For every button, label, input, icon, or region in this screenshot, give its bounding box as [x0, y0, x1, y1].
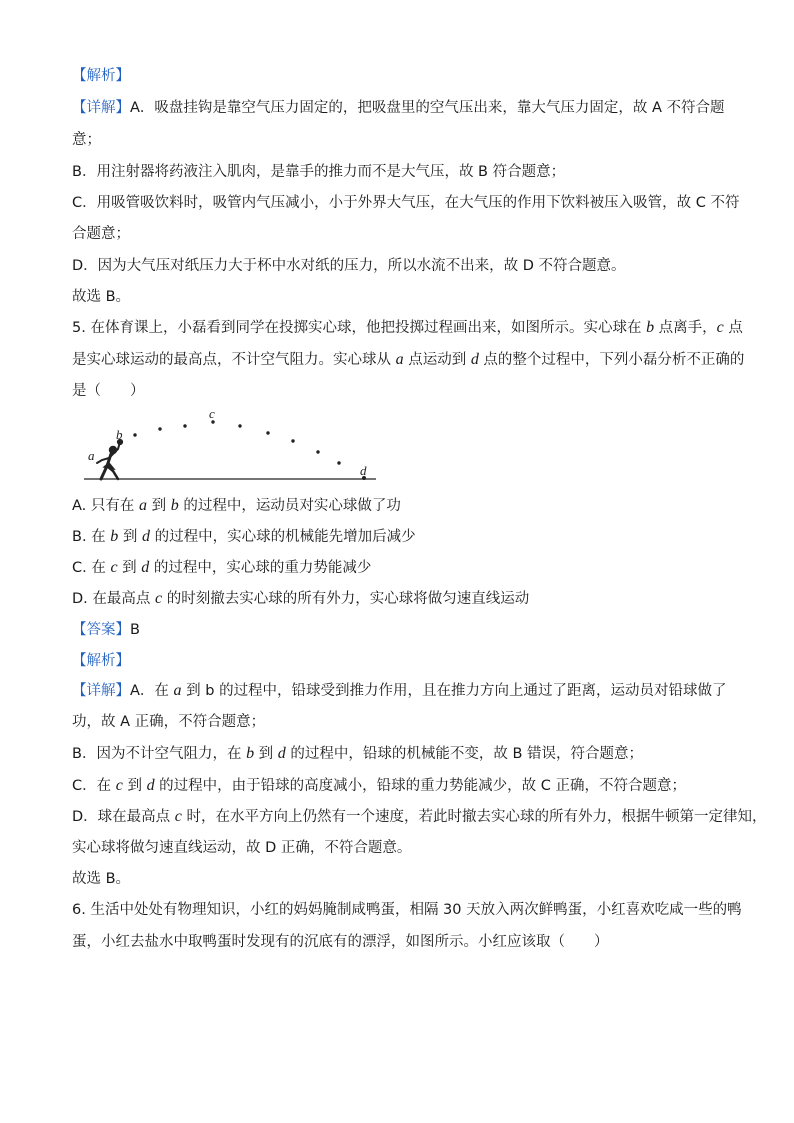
point-label: d — [141, 559, 150, 576]
text-segment: 时，在水平方向上仍然有一个速度，若此时撤去实心球的所有外力，根据牛顿第一定律知， — [181, 809, 767, 825]
point-label: b — [646, 319, 655, 336]
throw-trajectory-diagram — [80, 405, 380, 485]
text-segment: A．吸盘挂钩是靠空气压力固定的，把吸盘里的空气压出来，靠大气压力固定，故 A 不符合题 — [130, 100, 725, 116]
text-line — [72, 318, 743, 338]
text-segment: 6. 生活中处处有物理知识，小红的妈妈腌制咸鸭蛋，相隔 30 天放入两次鲜鸭蛋，小红喜欢吃咸一些的鸭 — [72, 902, 742, 918]
point-label: d — [142, 528, 150, 545]
text-segment: 点运动到 — [403, 352, 471, 368]
trajectory-point — [337, 461, 340, 464]
text-segment: 实心球将做匀速直线运动，故 D 正确，不符合题意。 — [72, 840, 412, 856]
label-a: a — [88, 448, 95, 463]
point-label: c — [716, 319, 724, 336]
text-line — [72, 256, 626, 276]
point-label: b — [170, 497, 179, 514]
text-line — [72, 130, 101, 150]
text-segment: 蛋，小红去盐水中取鸭蛋时发现有的沉底有的漂浮，如图所示。小红应该取（ ） — [72, 934, 609, 950]
text-segment: B. 在 — [72, 529, 111, 545]
text-line — [72, 589, 529, 609]
text-segment: C. 在 — [72, 560, 111, 576]
text-segment: 到 — [122, 778, 147, 794]
text-segment: 故选 B。 — [72, 871, 131, 887]
section-tag: 【解析】 — [72, 68, 130, 84]
text-segment: 的过程中，由于铅球的高度减小，铅球的重力势能减少，故 C 正确，不符合题意； — [154, 778, 687, 794]
section-tag: 【解析】 — [72, 653, 130, 669]
trajectory-point — [183, 424, 186, 427]
text-segment: 的过程中，铅球的机械能不变，故 B 错误，符合题意； — [285, 746, 644, 762]
text-segment: 故选 B。 — [72, 289, 131, 305]
trajectory-point — [291, 439, 294, 442]
athlete-figure — [97, 440, 122, 479]
text-segment: 功，故 A 正确，不符合题意； — [72, 714, 266, 730]
section-tag: 【详解】 — [72, 100, 130, 116]
text-line — [72, 869, 130, 889]
text-segment: B — [130, 622, 140, 638]
text-line — [72, 381, 145, 401]
text-line — [72, 807, 767, 827]
text-line — [72, 744, 643, 764]
text-segment: B．因为不计空气阻力，在 — [72, 746, 247, 762]
point-label: d — [277, 745, 286, 762]
trajectory-points — [133, 420, 366, 480]
text-segment: 到 — [118, 529, 142, 545]
text-line — [72, 527, 416, 547]
text-line — [72, 224, 130, 244]
text-segment: 到 — [147, 498, 171, 514]
point-label: c — [174, 808, 182, 825]
text-line — [72, 558, 371, 578]
text-segment: 到 — [117, 560, 142, 576]
point-label: b — [246, 745, 255, 762]
text-line — [72, 66, 130, 86]
text-segment: 是（ ） — [72, 383, 145, 399]
text-line — [72, 162, 565, 182]
section-tag: 【答案】 — [72, 622, 130, 638]
text-line — [72, 712, 265, 732]
text-segment: 合题意； — [72, 226, 130, 242]
trajectory-point — [266, 431, 269, 434]
text-segment: D. 在最高点 — [72, 591, 155, 607]
label-b: b — [116, 427, 123, 442]
section-tag: 【详解】 — [72, 683, 130, 699]
label-c: c — [209, 406, 215, 421]
text-segment: 到 b 的过程中，铅球受到推力作用，且在推力方向上通过了距离，运动员对铅球做了 — [181, 683, 727, 699]
point-label: a — [139, 497, 147, 514]
text-line — [72, 98, 725, 118]
text-line — [72, 900, 742, 920]
trajectory-point — [316, 450, 319, 453]
text-line — [72, 496, 401, 516]
text-segment: 的过程中，实心球的机械能先增加后减少 — [150, 529, 416, 545]
text-segment: D．因为大气压对纸压力大于杯中水对纸的压力，所以水流不出来，故 D 不符合题意。 — [72, 258, 626, 274]
trajectory-point — [133, 433, 136, 436]
text-segment: 点离手， — [654, 320, 717, 336]
trajectory-point — [158, 427, 161, 430]
text-line — [72, 287, 130, 307]
text-segment: D．球在最高点 — [72, 809, 175, 825]
label-d: d — [360, 463, 367, 478]
point-label: c — [115, 777, 123, 794]
text-line — [72, 620, 140, 640]
text-line — [72, 932, 609, 952]
text-line — [72, 681, 727, 701]
point-label: a — [395, 351, 404, 368]
text-segment: 意； — [72, 132, 101, 148]
text-segment: 的时刻撤去实心球的所有外力，实心球将做匀速直线运动 — [162, 591, 530, 607]
text-line — [72, 651, 130, 671]
text-segment: 到 — [254, 746, 278, 762]
trajectory-point — [238, 424, 241, 427]
text-segment: 的过程中，实心球的重力势能减少 — [149, 560, 372, 576]
text-segment: C．在 — [72, 778, 116, 794]
point-label: d — [146, 777, 155, 794]
text-segment: 是实心球运动的最高点，不计空气阻力。实心球从 — [72, 352, 396, 368]
point-label: c — [110, 559, 118, 576]
point-label: a — [173, 682, 182, 699]
text-segment: C．用吸管吸饮料时，吸管内气压减小，小于外界大气压，在大气压的作用下饮料被压入吸管，故 C 不符 — [72, 195, 740, 211]
text-segment: 点的整个过程中，下列小磊分析不正确的 — [478, 352, 745, 368]
text-segment: A．在 — [130, 683, 174, 699]
point-label: c — [155, 590, 163, 607]
text-segment: 的过程中，运动员对实心球做了功 — [178, 498, 401, 514]
text-segment: 点 — [723, 320, 743, 336]
text-line — [72, 838, 411, 858]
text-segment: 5. 在体育课上，小磊看到同学在投掷实心球，他把投掷过程画出来，如图所示。实心球在 — [72, 320, 647, 336]
text-segment: B．用注射器将药液注入肌肉，是靠手的推力而不是大气压，故 B 符合题意； — [72, 164, 566, 180]
text-line — [72, 776, 686, 796]
text-line — [72, 193, 739, 213]
text-segment: A. 只有在 — [72, 498, 139, 514]
point-label: b — [110, 528, 119, 545]
point-label: d — [470, 351, 479, 368]
text-line — [72, 350, 744, 370]
